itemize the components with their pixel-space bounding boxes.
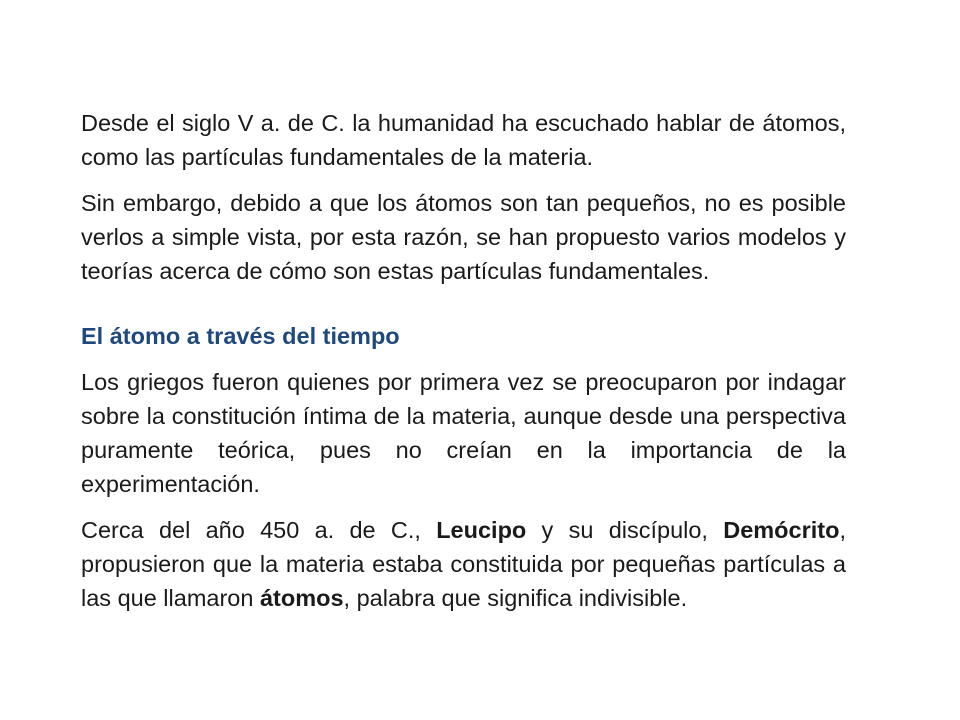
p4-text-4: , palabra que significa indivisible.: [343, 585, 688, 611]
democrito-name: Demócrito: [723, 517, 840, 543]
intro-paragraph: Desde el siglo V a. de C. la humanidad ha escuchado hablar de átomos, como las partículas fundamentales de la materia.: [81, 110, 846, 170]
greeks-paragraph: Los griegos fueron quienes por primera vez se preocuparon por indagar sobre la constitución íntima de la materia, aunque desde una perspectiva puramente teórica, pues no creían en la importancia de la experimentación.: [81, 369, 846, 497]
size-paragraph: Sin embargo, debido a que los átomos son tan pequeños, no es posible verlos a simple vista, por esta razón, se han propuesto varios modelos y teorías acerca de cómo son estas partículas fundamentales.: [81, 190, 846, 284]
leucipo-name: Leucipo: [436, 517, 527, 543]
p4-text-1: Cerca del año 450 a. de C.,: [81, 517, 437, 543]
p4-text-2: y su discípulo,: [526, 517, 724, 543]
leucipo-paragraph: [81, 513, 846, 615]
p4-text-3: , propusieron que la materia estaba constituida por pequeñas partículas a las que llamaron: [81, 517, 846, 611]
section-heading: El átomo a través del tiempo: [81, 323, 400, 349]
slide-content: [81, 106, 846, 615]
atomos-term: átomos: [259, 585, 344, 611]
